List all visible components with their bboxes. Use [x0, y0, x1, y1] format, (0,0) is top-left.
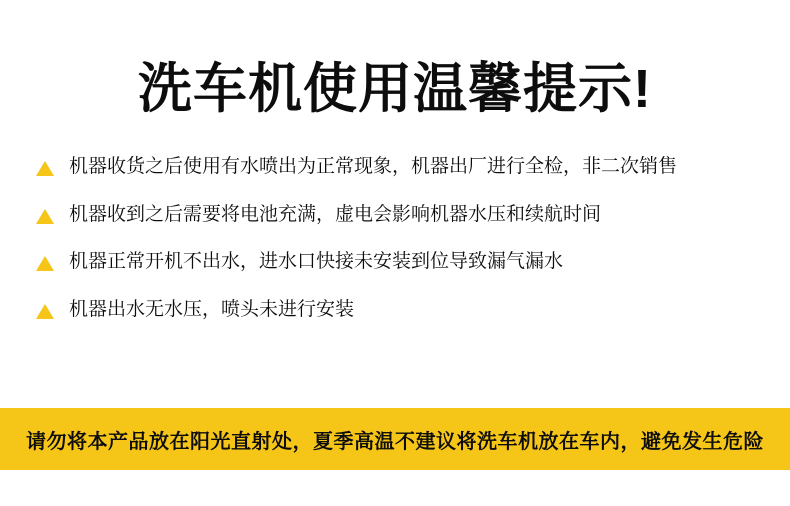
bottom-margin: [0, 488, 790, 506]
warning-banner: [0, 408, 790, 470]
spacer: [0, 376, 790, 408]
tip-text: 机器收货之后使用有水喷出为正常现象，机器出厂进行全检，非二次销售: [69, 156, 678, 178]
warning-text: 请勿将本产品放在阳光直射处，夏季高温不建议将洗车机放在车内，避免发生危险: [26, 430, 764, 453]
triangle-bullet-icon: [36, 256, 54, 271]
triangle-bullet-icon: [36, 209, 54, 224]
list-item: [0, 297, 790, 323]
tip-text: 机器正常开机不出水，进水口快接未安装到位导致漏气漏水: [69, 251, 564, 273]
tip-text: 机器出水无水压，喷头未进行安装: [69, 299, 355, 321]
list-item: [0, 202, 790, 228]
tip-text: 机器收到之后需要将电池充满，虚电会影响机器水压和续航时间: [69, 203, 602, 225]
triangle-bullet-icon: [36, 161, 54, 176]
page-title: 洗车机使用温馨提示!: [138, 59, 652, 119]
tips-list: [0, 120, 790, 376]
list-item: [0, 249, 790, 275]
list-item: [0, 154, 790, 180]
triangle-bullet-icon: [36, 304, 54, 319]
